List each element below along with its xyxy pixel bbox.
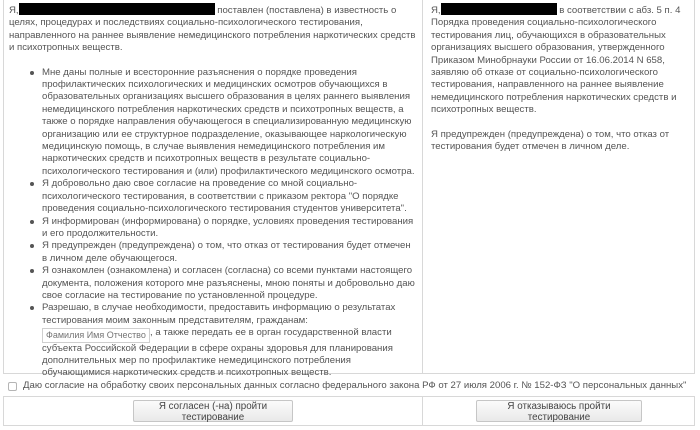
personal-data-consent [8, 379, 688, 393]
list-item: Я добровольно даю свое согласие на проведение со мной социально-психологического тестирования, в соответствии с приказом ректора "О порядке проведения социально-психологического тестирования студентов университета". [30, 178, 416, 215]
consent-label: Даю согласие на обработку своих персональных данных согласно федерального закона РФ от 27 июля 2006 г. № 152-ФЗ "О персональных данных" [23, 379, 687, 391]
agree-button-cell [4, 397, 423, 425]
refuse-button-cell [423, 397, 695, 425]
list-item: Я ознакомлен (ознакомлена) и согласен (согласна) со всеми пунктами настоящего документа, положения которого мне разъяснены, мною поняты и добровольно даю свое согласие на тестирование по установленной процедуре. [30, 265, 416, 302]
list-item: Я предупрежден (предупреждена) о том, что отказ от тестирования будет отмечен в личном деле обучающегося. [30, 240, 416, 265]
refusal-warning: Я предупрежден (предупреждена) о том, что отказ от тестирования будет отмечен в личном деле. [431, 128, 670, 153]
consent-form [3, 0, 695, 379]
redacted-name [441, 3, 557, 15]
refusal-column [423, 0, 695, 373]
refusal-intro: Я, в соответствии с абз. 5 п. 4 Порядка проведения социально-психологического тестирования лиц, обучающихся в образовательных организациях высшего образования, утвержденного Приказом Минобрнауки России от 16.06.2014 N 658, заявляю об отказе от социально-психологического тестирования, направленного на раннее выявление немедицинского потребления наркотических средств и психотропных веществ. [431, 5, 681, 116]
agreement-column [4, 0, 423, 379]
refuse-button[interactable]: Я отказываюсь пройти тестирование [476, 400, 642, 422]
agree-button[interactable]: Я согласен (-на) пройти тестирование [133, 400, 293, 422]
agreement-intro: Я, поставлен (поставлена) в известность о целях, процедурах и последствиях социально-психологического тестирования, направленного на раннее выявление немедицинского потребления наркотических средств и психотропных веществ. [9, 5, 416, 54]
list-item: Разрешаю, в случае необходимости, предоставить информацию о результатах тестирования моим законным представителям, гражданам: Фамилия Имя Отчество, а также передать ее в орган государственной власти субъекта Российской Федерации в сфере охраны здоровья для планирования дополнительных мер по профилактике немедицинского потребления обучающимися наркотических средств и психотропных веществ. [30, 302, 416, 380]
representative-name-input[interactable] [42, 328, 150, 343]
agreement-points [9, 67, 416, 380]
redacted-name [19, 3, 215, 15]
list-item: Я информирован (информирована) о порядке, условиях проведения тестирования и его продолжительности. [30, 216, 416, 241]
list-item: Мне даны полные и всесторонние разъяснения о порядке проведения профилактических психологических и медицинских осмотров обучающихся в образовательных организациях высшего образования в целях раннего выявления немедицинского потребления наркотических средств и психотропных веществ, а также о порядке направления обучающегося в специализированную медицинскую организацию или ее структурное подразделение, оказывающее наркологическую медицинскую помощь, в случае выявления немедицинского потребления им наркотических средств и психотропных веществ в результате социально-психологического тестирования и (или) профилактического медицинского осмотра. [30, 67, 416, 179]
action-bar [3, 396, 695, 426]
consent-checkbox[interactable] [8, 382, 17, 391]
